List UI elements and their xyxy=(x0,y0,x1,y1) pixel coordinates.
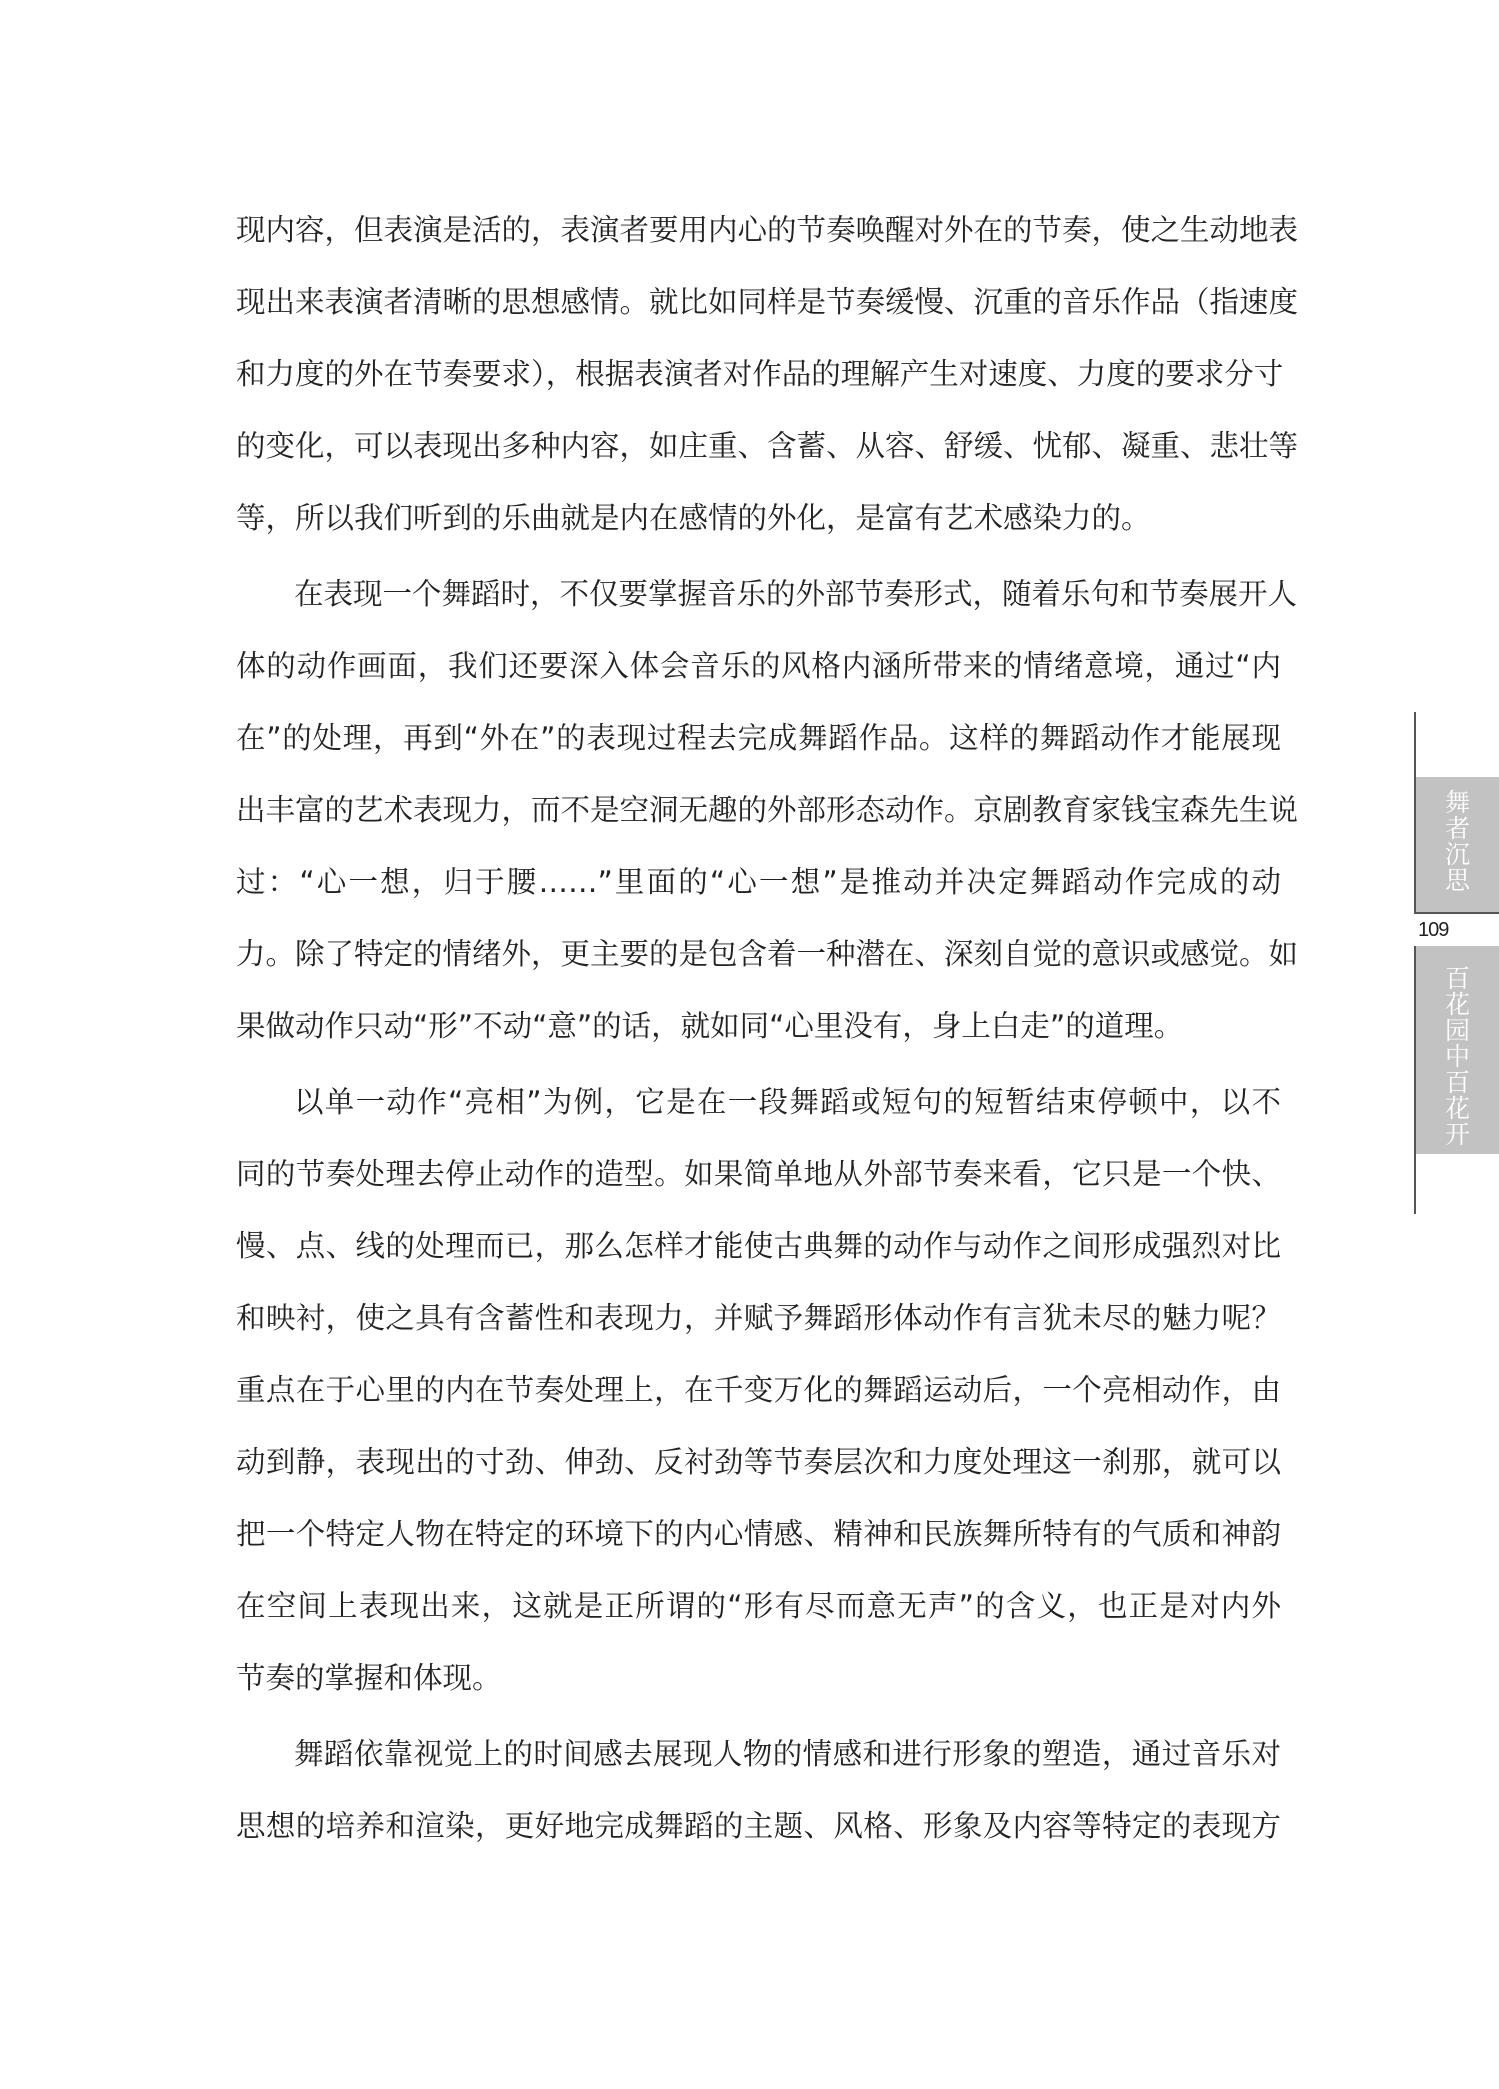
section-title xyxy=(1416,790,1499,894)
text-line: 的变化，可以表现出多种内容，如庄重、含蓄、从容、舒缓、忧郁、凝重、悲壮等 xyxy=(236,429,1299,463)
text-line: 在空间上表现出来，这就是正所谓的“形有尽而意无声”的含义，也正是对内外 xyxy=(236,1589,1281,1623)
text-line: 慢、点、线的处理而已，那么怎样才能使古典舞的动作与动作之间形成强烈对比 xyxy=(236,1229,1281,1263)
text-line: 过：“心一想，归于腰……”里面的“心一想”是推动并决定舞蹈动作完成的动 xyxy=(236,865,1281,899)
text-line: 在表现一个舞蹈时，不仅要掌握音乐的外部节奏形式，随着乐句和节奏展开人 xyxy=(294,577,1298,611)
text-line: 和映衬，使之具有含蓄性和表现力，并赋予舞蹈形体动作有言犹未尽的魅力呢？ xyxy=(236,1301,1281,1335)
page-number: 109 xyxy=(1418,919,1449,941)
text-line: 出丰富的艺术表现力，而不是空洞无趣的外部形态动作。京剧教育家钱宝森先生说 xyxy=(236,793,1299,827)
text-line: 力。除了特定的情绪外，更主要的是包含着一种潜在、深刻自觉的意识或感觉。如 xyxy=(236,937,1299,971)
text-line: 以单一动作“亮相”为例，它是在一段舞蹈或短句的短暂结束停顿中，以不 xyxy=(294,1085,1281,1119)
text-line: 动到静，表现出的寸劲、伸劲、反衬劲等节奏层次和力度处理这一刹那，就可以 xyxy=(236,1445,1281,1479)
text-line: 现出来表演者清晰的思想感情。就比如同样是节奏缓慢、沉重的音乐作品（指速度 xyxy=(236,285,1299,319)
text-line: 思想的培养和渲染，更好地完成舞蹈的主题、风格、形象及内容等特定的表现方 xyxy=(236,1809,1281,1843)
text-line: 舞蹈依靠视觉上的时间感去展现人物的情感和进行形象的塑造，通过音乐对 xyxy=(294,1737,1281,1771)
text-line: 把一个特定人物在特定的环境下的内心情感、精神和民族舞所特有的气质和神韵 xyxy=(236,1517,1281,1551)
text-line: 和力度的外在节奏要求），根据表演者对作品的理解产生对速度、力度的要求分寸 xyxy=(236,357,1284,391)
text-line: 体的动作画面，我们还要深入体会音乐的风格内涵所带来的情绪意境，通过“内 xyxy=(236,649,1281,683)
chapter-title xyxy=(1416,966,1499,1148)
text-line: 同的节奏处理去停止动作的造型。如果简单地从外部节奏来看，它只是一个快、 xyxy=(236,1157,1281,1191)
chapter-title-text: 百花园中百花开 xyxy=(1444,964,1470,1149)
text-line: 在”的处理，再到“外在”的表现过程去完成舞蹈作品。这样的舞蹈动作才能展现 xyxy=(236,721,1281,755)
text-line: 节奏的掌握和体现。 xyxy=(236,1661,502,1695)
text-line: 重点在于心里的内在节奏处理上，在千变万化的舞蹈运动后，一个亮相动作，由 xyxy=(236,1373,1281,1407)
text-line: 果做动作只动“形”不动“意”的话，就如同“心里没有，身上白走”的道理。 xyxy=(236,1009,1184,1043)
text-line: 现内容，但表演是活的，表演者要用内心的节奏唤醒对外在的节奏，使之生动地表 xyxy=(236,213,1299,247)
section-title-text: 舞者沉思 xyxy=(1444,788,1470,895)
text-line: 等，所以我们听到的乐曲就是内在感情的外化，是富有艺术感染力的。 xyxy=(236,501,1151,535)
